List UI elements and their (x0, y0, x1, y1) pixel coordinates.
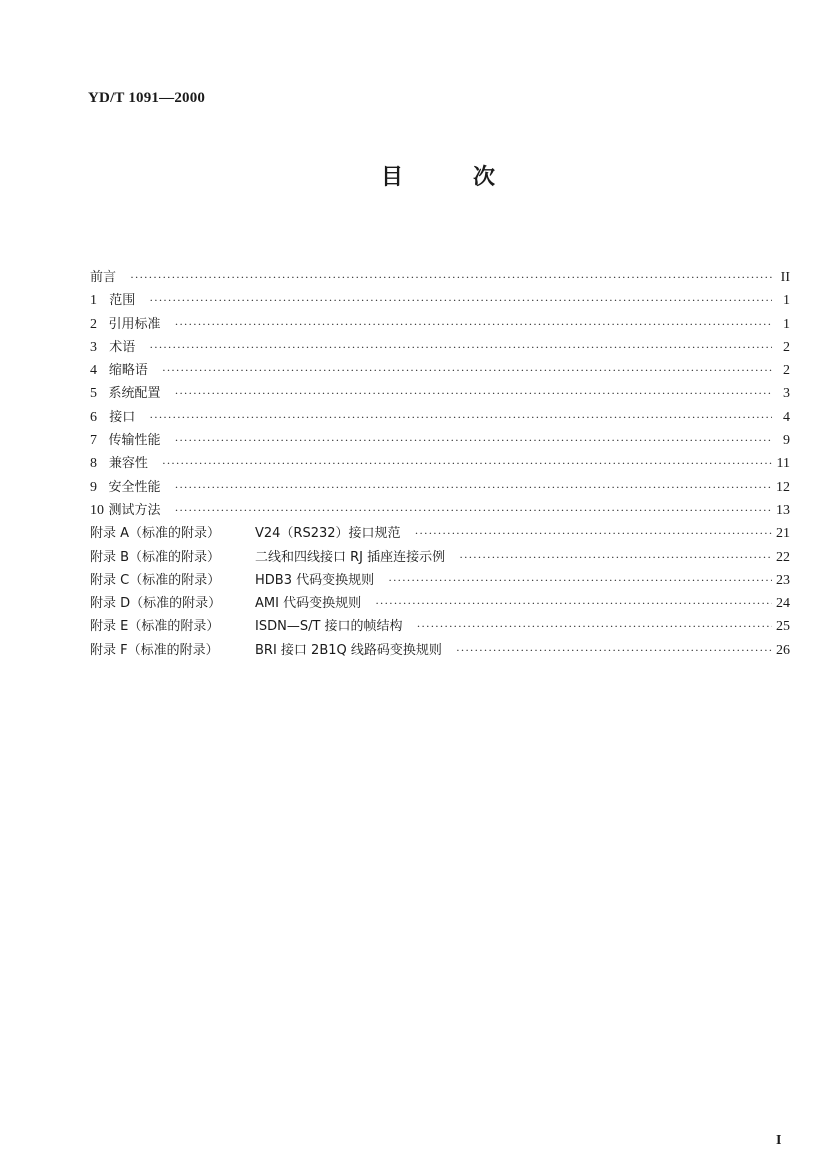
dot-leader (149, 289, 772, 312)
toc-entry[interactable] (90, 476, 790, 499)
table-of-contents (90, 266, 790, 662)
toc-entry[interactable] (90, 499, 790, 522)
toc-entry-label: 安全性能 (108, 479, 161, 495)
toc-title-char-2: 次 (473, 165, 496, 190)
annex-prefix: 附录 E（标准的附录） (90, 619, 220, 635)
toc-entry[interactable] (90, 359, 790, 382)
page-number: I (776, 1133, 782, 1148)
dot-leader (375, 592, 772, 615)
dot-leader (130, 266, 772, 289)
dot-leader (162, 452, 772, 475)
toc-entry-label: 兼容性 (108, 456, 148, 472)
dot-leader (174, 313, 772, 336)
toc-entry-page: 3 (783, 386, 790, 402)
toc-entry-page: 13 (776, 502, 790, 518)
toc-entry[interactable] (90, 313, 790, 336)
toc-entry[interactable] (90, 289, 790, 312)
annex-label: HDB3 代码变换规则 (255, 572, 375, 588)
toc-entry-number: 8 (90, 456, 97, 472)
toc-annex-entry[interactable] (90, 615, 790, 638)
annex-prefix: 附录 A（标准的附录） (90, 526, 221, 542)
toc-entry-label: 前言 (90, 270, 117, 285)
dot-leader (149, 406, 772, 429)
toc-title-char-1: 目 (381, 165, 404, 190)
toc-entry-label: 传输性能 (108, 433, 161, 449)
toc-entry-label: 系统配置 (108, 386, 161, 402)
annex-label: AMI 代码变换规则 (255, 596, 362, 612)
toc-entry[interactable] (90, 382, 790, 405)
toc-entry-number: 3 (90, 339, 97, 355)
toc-entry-number: 4 (90, 363, 97, 379)
toc-annex-entry[interactable] (90, 592, 790, 615)
toc-entry[interactable] (90, 452, 790, 475)
toc-entry-page: II (780, 270, 790, 285)
toc-entry-label: 测试方法 (108, 502, 161, 518)
toc-entry-number: 2 (90, 316, 97, 332)
toc-entry-number: 6 (90, 409, 97, 425)
dot-leader (417, 615, 772, 638)
toc-entry-label: 接口 (109, 409, 136, 425)
annex-page: 26 (776, 642, 790, 658)
toc-entry-number: 1 (90, 293, 97, 309)
standard-code: YD/T 1091—2000 (88, 90, 206, 106)
toc-entry[interactable] (90, 429, 790, 452)
toc-entry-page: 11 (776, 456, 790, 472)
toc-entry-label: 范围 (109, 293, 136, 309)
dot-leader (456, 639, 772, 662)
annex-prefix: 附录 F（标准的附录） (90, 642, 219, 658)
toc-entry-label: 引用标准 (108, 316, 161, 332)
toc-entry-label: 缩略语 (108, 363, 148, 379)
toc-entry-number: 10 (90, 502, 104, 518)
dot-leader (415, 522, 772, 545)
dot-leader (162, 359, 772, 382)
toc-entry-page: 1 (783, 293, 790, 309)
toc-entry-number: 5 (90, 386, 97, 402)
toc-entry-page: 9 (783, 433, 790, 449)
dot-leader (174, 476, 772, 499)
toc-annex-entry[interactable] (90, 639, 790, 662)
annex-label: V24（RS232）接口规范 (255, 526, 401, 542)
toc-entry-page: 4 (783, 409, 790, 425)
annex-label: 二线和四线接口 RJ 插座连接示例 (255, 549, 446, 565)
toc-entry-number: 9 (90, 479, 97, 495)
dot-leader (459, 546, 772, 569)
toc-entry-page: 2 (783, 339, 790, 355)
toc-annex-entry[interactable] (90, 522, 790, 545)
dot-leader (174, 499, 772, 522)
toc-entry[interactable] (90, 336, 790, 359)
toc-entry-label: 术语 (109, 339, 136, 355)
toc-entry-number: 7 (90, 433, 97, 449)
annex-page: 22 (776, 549, 790, 565)
toc-entry[interactable] (90, 406, 790, 429)
dot-leader (388, 569, 772, 592)
annex-page: 21 (776, 526, 790, 542)
annex-prefix: 附录 B（标准的附录） (90, 549, 221, 565)
toc-entry-page: 2 (783, 363, 790, 379)
toc-entry-preface[interactable] (90, 266, 790, 289)
toc-entry-page: 1 (783, 316, 790, 332)
toc-title (0, 160, 823, 190)
annex-prefix: 附录 D（标准的附录） (90, 596, 222, 612)
annex-page: 23 (776, 572, 790, 588)
annex-prefix: 附录 C（标准的附录） (90, 572, 221, 588)
annex-page: 25 (776, 619, 790, 635)
toc-annex-entry[interactable] (90, 569, 790, 592)
toc-annex-entry[interactable] (90, 546, 790, 569)
annex-label: ISDN—S/T 接口的帧结构 (255, 619, 403, 635)
toc-entry-page: 12 (776, 479, 790, 495)
annex-label: BRI 接口 2B1Q 线路码变换规则 (255, 642, 442, 658)
dot-leader (149, 336, 772, 359)
dot-leader (174, 429, 772, 452)
dot-leader (174, 382, 772, 405)
annex-page: 24 (776, 596, 790, 612)
